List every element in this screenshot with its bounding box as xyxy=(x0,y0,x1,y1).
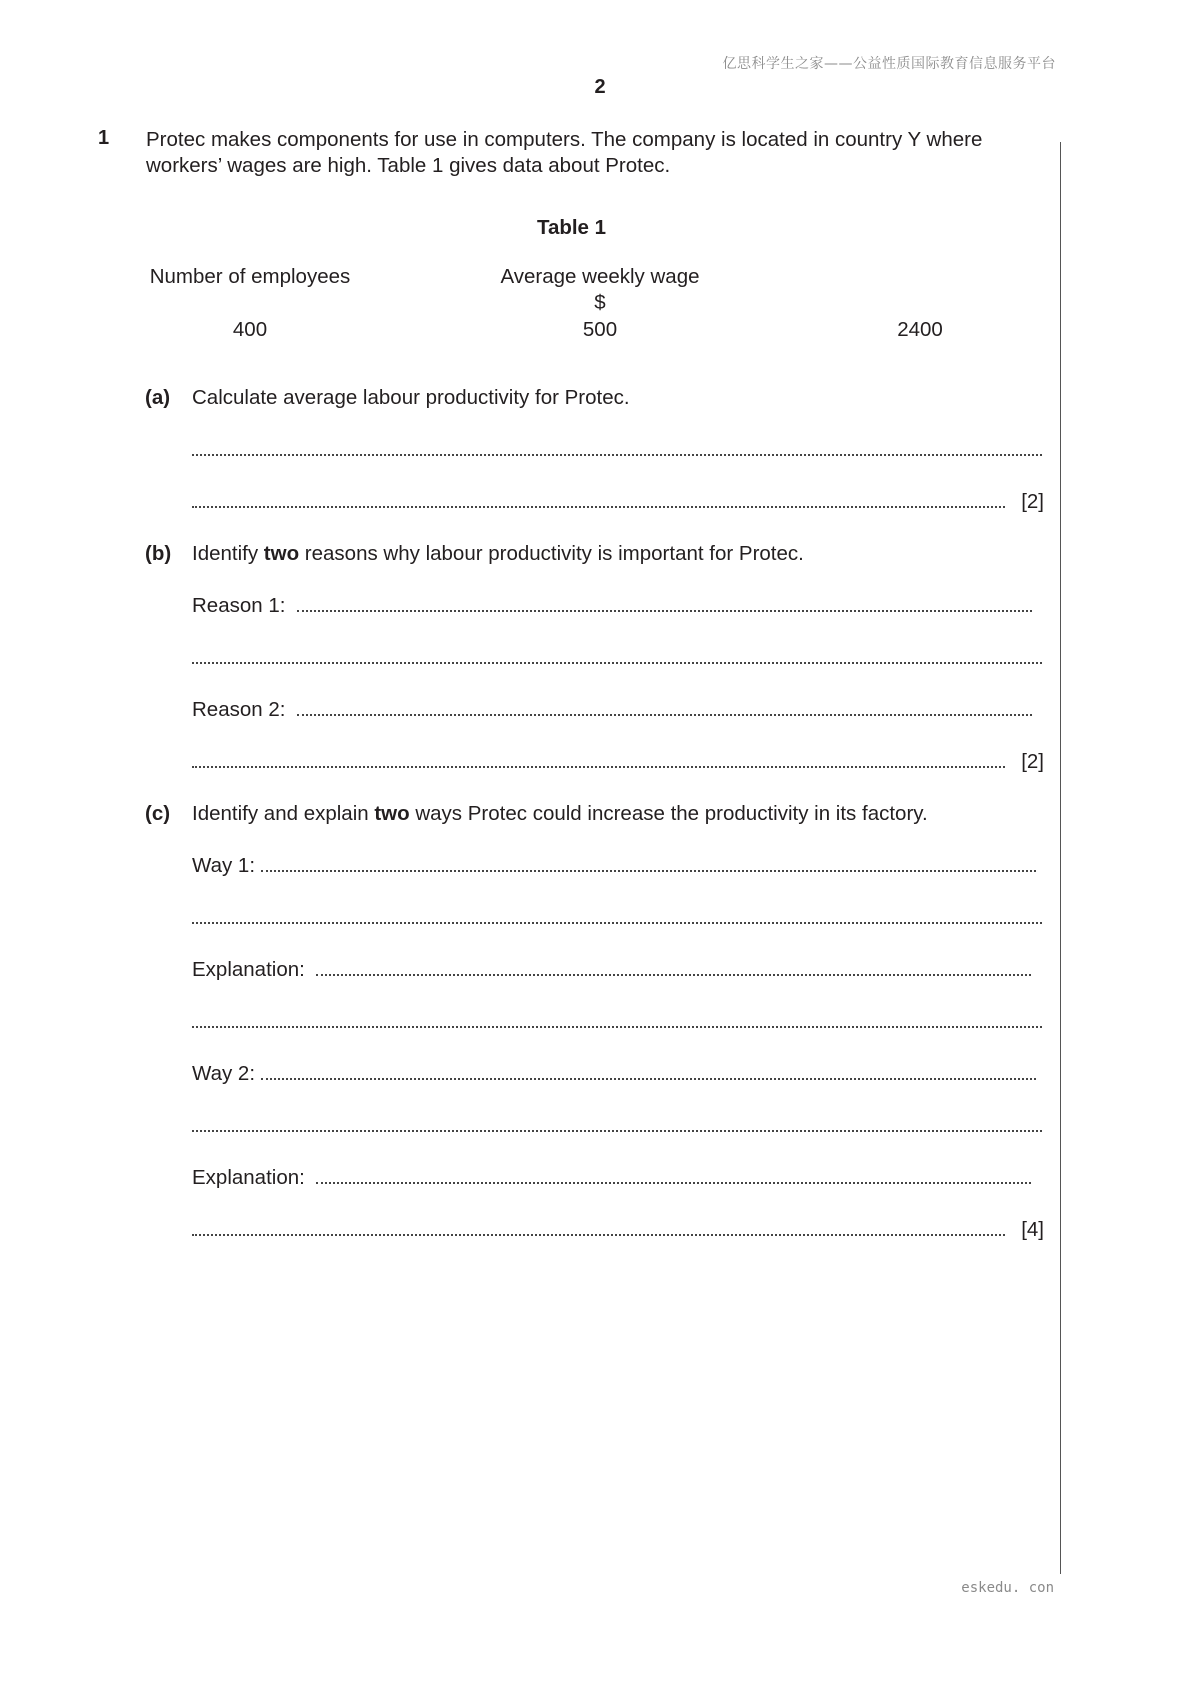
question-number: 1 xyxy=(98,127,110,149)
question-intro xyxy=(146,127,1046,179)
answer-line[interactable] xyxy=(192,1218,1007,1244)
reason-2-label: Reason 2: xyxy=(192,698,286,721)
part-c-text-after: ways Protec could increase the productivity in its factory. xyxy=(409,802,928,825)
way-2-line[interactable] xyxy=(192,1062,1044,1088)
reason-2-line[interactable] xyxy=(192,698,1044,724)
answer-line[interactable] xyxy=(192,750,1007,776)
intro-line-1: Protec makes components for use in computers. The company is located in country Y where xyxy=(146,128,983,151)
reason-1-label: Reason 1: xyxy=(192,594,286,617)
answer-line[interactable] xyxy=(192,490,1007,516)
table-value-wage: 500 xyxy=(582,318,618,341)
way-1-label: Way 1: xyxy=(192,854,256,877)
footer-watermark: eskedu. con xyxy=(961,1580,1054,1596)
part-b-text-after: reasons why labour productivity is important for Protec. xyxy=(299,542,804,565)
part-c-marks: [4] xyxy=(1021,1218,1044,1241)
part-b-text-bold: two xyxy=(263,542,300,565)
table-value-third: 2400 xyxy=(897,318,943,341)
table-header-employees: Number of employees xyxy=(149,265,351,288)
answer-line[interactable] xyxy=(192,906,1044,932)
reason-1-line[interactable] xyxy=(192,594,1044,620)
answer-line[interactable] xyxy=(192,1114,1044,1140)
table-header-wage: Average weekly wage xyxy=(500,265,700,288)
intro-line-2: workers’ wages are high. Table 1 gives data about Protec. xyxy=(146,154,671,177)
part-a-text: Calculate average labour productivity for Protec. xyxy=(192,386,630,409)
explanation-1-line[interactable] xyxy=(192,958,1044,984)
part-c-text xyxy=(192,802,928,826)
table-title: Table 1 xyxy=(536,216,607,239)
part-b-text xyxy=(192,542,804,566)
answer-line[interactable] xyxy=(192,438,1044,464)
part-a-marks: [2] xyxy=(1021,490,1044,513)
page-number: 2 xyxy=(594,76,606,98)
part-b-text-before: Identify xyxy=(192,542,264,565)
part-b-marks: [2] xyxy=(1021,750,1044,773)
explanation-2-line[interactable] xyxy=(192,1166,1044,1192)
way-1-line[interactable] xyxy=(192,854,1044,880)
part-a-label: (a) xyxy=(145,386,171,409)
table-value-employees: 400 xyxy=(232,318,268,341)
margin-rule xyxy=(1060,142,1061,1574)
way-2-label: Way 2: xyxy=(192,1062,256,1085)
answer-line[interactable] xyxy=(192,646,1044,672)
watermark-header: 亿思科学生之家——公益性质国际教育信息服务平台 xyxy=(722,56,1056,72)
part-b-label: (b) xyxy=(145,542,172,565)
part-c-text-before: Identify and explain xyxy=(192,802,375,825)
part-c-label: (c) xyxy=(145,802,171,825)
explanation-2-label: Explanation: xyxy=(192,1166,305,1189)
answer-line[interactable] xyxy=(192,1010,1044,1036)
part-c-text-bold: two xyxy=(374,802,410,825)
explanation-1-label: Explanation: xyxy=(192,958,305,981)
table-wage-unit: $ xyxy=(594,291,606,314)
